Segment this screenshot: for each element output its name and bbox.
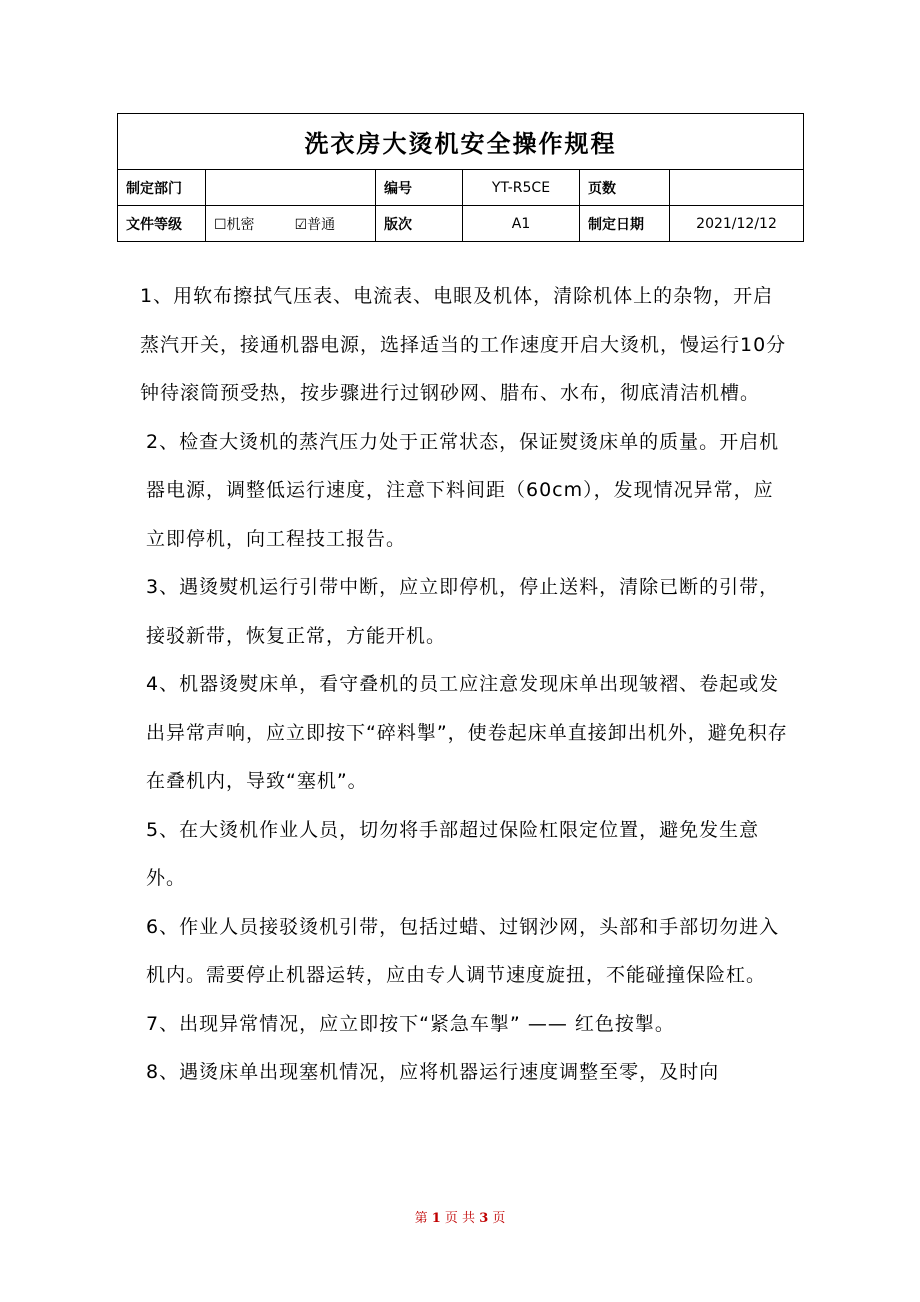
footer-page-word: 第 — [414, 1211, 428, 1226]
procedure-step: 8、遇烫床单出现塞机情况，应将机器运行速度调整至零，及时向 — [146, 1061, 720, 1083]
page-footer — [0, 1207, 920, 1226]
procedure-step: 5、在大烫机作业人员，切勿将手部超过保险杠限定位置，避免发生意外。 — [146, 818, 760, 889]
document-header-table — [117, 113, 804, 242]
code-label: 编号 — [376, 170, 463, 206]
level-normal-checkbox: ☑普通 — [294, 216, 336, 233]
procedure-step: 1、用软布擦拭气压表、电流表、电眼及机体，清除机体上的杂物，开启蒸汽开关，接通机器电源，选择适当的工作速度开启大烫机，慢运行10分钟待滚筒预受热，按步骤进行过钢砂网、腊布、水布，彻底清洁机槽。 — [140, 285, 787, 404]
version-label: 版次 — [376, 206, 463, 242]
footer-total-pages: 3 — [479, 1211, 489, 1226]
document-title: 洗衣房大烫机安全操作规程 — [118, 114, 804, 170]
date-label: 制定日期 — [580, 206, 670, 242]
procedure-step: 4、机器烫熨床单，看守叠机的员工应注意发现床单出现皱褶、卷起或发出异常声响，应立即按下“碎料掣”，使卷起床单直接卸出机外，避免积存在叠机内，导致“塞机”。 — [146, 673, 788, 792]
level-secret-checkbox: ☐机密 — [214, 216, 255, 233]
dept-label: 制定部门 — [118, 170, 206, 206]
pages-label: 页数 — [580, 170, 670, 206]
pages-value — [670, 170, 804, 206]
dept-value — [206, 170, 376, 206]
date-value: 2021/12/12 — [670, 206, 804, 242]
footer-page-number: 1 — [431, 1211, 441, 1226]
level-label: 文件等级 — [118, 206, 206, 242]
footer-end-word: 页 — [492, 1211, 506, 1226]
level-options — [206, 206, 376, 242]
procedure-step: 3、遇烫熨机运行引带中断，应立即停机，停止送料，清除已断的引带，接驳新带，恢复正常，方能开机。 — [146, 576, 780, 647]
code-value: YT-R5CE — [463, 170, 580, 206]
procedure-step: 7、出现异常情况，应立即按下“紧急车掣” —— 红色按掣。 — [146, 1012, 675, 1035]
footer-of-word: 页 共 — [444, 1211, 476, 1226]
version-value: A1 — [463, 206, 580, 242]
procedure-step: 2、检查大烫机的蒸汽压力处于正常状态，保证熨烫床单的质量。开启机器电源，调整低运行速度，注意下料间距（60cm），发现情况异常，应立即停机，向工程技工报告。 — [146, 430, 780, 550]
procedure-body — [140, 272, 790, 1097]
procedure-step: 6、作业人员接驳烫机引带，包括过蜡、过钢沙网，头部和手部切勿进入机内。需要停止机器运转，应由专人调节速度旋扭，不能碰撞保险杠。 — [146, 915, 780, 986]
